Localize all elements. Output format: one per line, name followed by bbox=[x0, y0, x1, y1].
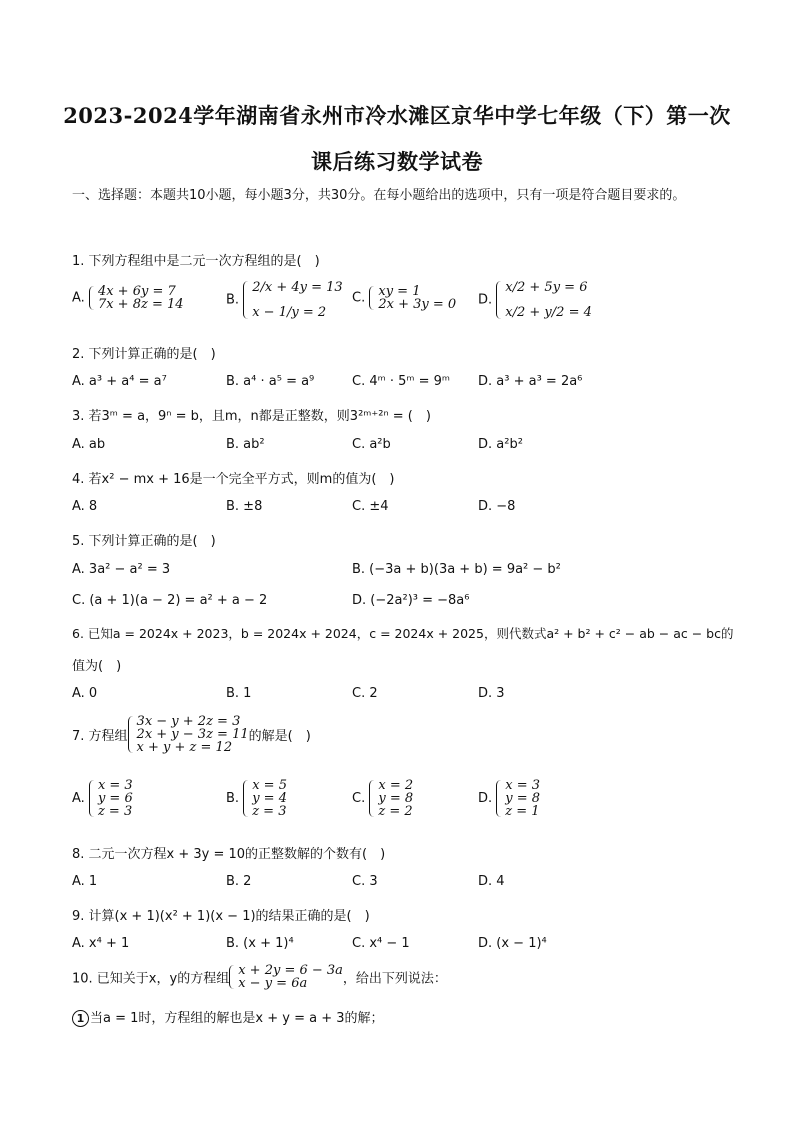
question-2-option-d: D. a³ + a³ = 2a⁶ bbox=[478, 374, 583, 389]
question-7-stem: 7. 方程组 3x − y + 2z = 3 2x + y − 3z = 11 x + y + z = 12 的解是( ) bbox=[72, 714, 311, 755]
question-7-option-a: A. x = 3 y = 6 z = 3 bbox=[72, 778, 133, 819]
question-8-option-d: D. 4 bbox=[478, 874, 505, 889]
question-1-stem: 1. 下列方程组中是二元一次方程组的是( ) bbox=[72, 254, 320, 269]
question-6-option-d: D. 3 bbox=[478, 686, 505, 701]
question-5-option-b: B. (−3a + b)(3a + b) = 9a² − b² bbox=[352, 562, 561, 577]
question-2-option-a: A. a³ + a⁴ = a⁷ bbox=[72, 374, 167, 389]
question-4-stem: 4. 若x² − mx + 16是一个完全平方式，则m的值为( ) bbox=[72, 472, 395, 487]
question-4-option-a: A. 8 bbox=[72, 499, 98, 514]
question-6-option-b: B. 1 bbox=[226, 686, 252, 701]
question-9-option-d: D. (x − 1)⁴ bbox=[478, 936, 547, 951]
section-header: 一、选择题：本题共10小题，每小题3分，共30分。在每小题给出的选项中，只有一项是符合题目要求的。 bbox=[72, 188, 686, 203]
question-8-option-c: C. 3 bbox=[352, 874, 378, 889]
exam-title-line2: 课后练习数学试卷 bbox=[311, 149, 483, 174]
question-7-option-d: D. x = 3 y = 8 z = 1 bbox=[478, 778, 541, 819]
question-4-option-d: D. −8 bbox=[478, 499, 516, 514]
question-3-option-d: D. a²b² bbox=[478, 437, 523, 452]
question-9-option-b: B. (x + 1)⁴ bbox=[226, 936, 294, 951]
question-7-system: 3x − y + 2z = 3 2x + y − 3z = 11 x + y + z = 12 bbox=[128, 715, 249, 754]
question-8-stem: 8. 二元一次方程x + 3y = 10的正整数解的个数有( ) bbox=[72, 847, 386, 862]
question-8-option-a: A. 1 bbox=[72, 874, 98, 889]
question-6-stem: 6. 已知a = 2024x + 2023，b = 2024x + 2024，c = 2024x + 2025，则代数式a² + b² + c² − ab − ac − bc的 bbox=[72, 626, 734, 641]
question-1-option-d: D. x/2 + 5y = 6 x/2 + y/2 = 4 bbox=[478, 280, 592, 320]
circled-number-1: 1 bbox=[72, 1010, 89, 1027]
question-2-option-c: C. 4ᵐ · 5ᵐ = 9ᵐ bbox=[352, 374, 451, 389]
question-1-option-a: A. 4x + 6y = 7 7x + 8z = 14 bbox=[72, 284, 184, 312]
question-1-option-c: C. xy = 1 2x + 3y = 0 bbox=[352, 284, 457, 312]
question-3-option-b: B. ab² bbox=[226, 437, 265, 452]
question-9-option-c: C. x⁴ − 1 bbox=[352, 936, 410, 951]
question-6-option-a: A. 0 bbox=[72, 686, 98, 701]
question-7-option-c: C. x = 2 y = 8 z = 2 bbox=[352, 778, 414, 819]
question-9-stem: 9. 计算(x + 1)(x² + 1)(x − 1)的结果正确的是( ) bbox=[72, 909, 370, 924]
question-3-option-c: C. a²b bbox=[352, 437, 391, 452]
question-6-option-c: C. 2 bbox=[352, 686, 378, 701]
statement-1: 1 当a = 1时，方程组的解也是x + y = a + 3的解； bbox=[72, 1007, 384, 1027]
question-8-option-b: B. 2 bbox=[226, 874, 252, 889]
question-1-option-b: B. 2/x + 4y = 13 x − 1/y = 2 bbox=[226, 280, 343, 320]
question-4-option-b: B. ±8 bbox=[226, 499, 263, 514]
question-7-option-b: B. x = 5 y = 4 z = 3 bbox=[226, 778, 287, 819]
question-5-option-c: C. (a + 1)(a − 2) = a² + a − 2 bbox=[72, 593, 268, 608]
question-4-option-c: C. ±4 bbox=[352, 499, 389, 514]
question-6-stem-continued: 值为( ) bbox=[72, 659, 122, 674]
exam-title-line1: 2023-2024学年湖南省永州市冷水滩区京华中学七年级（下）第一次 bbox=[63, 103, 731, 128]
question-5-option-d: D. (−2a²)³ = −8a⁶ bbox=[352, 593, 470, 608]
question-3-option-a: A. ab bbox=[72, 437, 106, 452]
question-5-option-a: A. 3a² − a² = 3 bbox=[72, 562, 171, 577]
question-2-option-b: B. a⁴ · a⁵ = a⁹ bbox=[226, 374, 315, 389]
question-3-stem: 3. 若3ᵐ = a，9ⁿ = b，且m，n都是正整数，则3²ᵐ⁺²ⁿ = ( ) bbox=[72, 409, 431, 424]
question-2-stem: 2. 下列计算正确的是( ) bbox=[72, 347, 216, 362]
question-10-system: x + 2y = 6 − 3a x − y = 6a bbox=[229, 964, 343, 990]
question-10-stem: 10. 已知关于x，y的方程组 x + 2y = 6 − 3a x − y = 6a ，给出下列说法： bbox=[72, 963, 447, 991]
question-5-stem: 5. 下列计算正确的是( ) bbox=[72, 534, 216, 549]
question-9-option-a: A. x⁴ + 1 bbox=[72, 936, 130, 951]
